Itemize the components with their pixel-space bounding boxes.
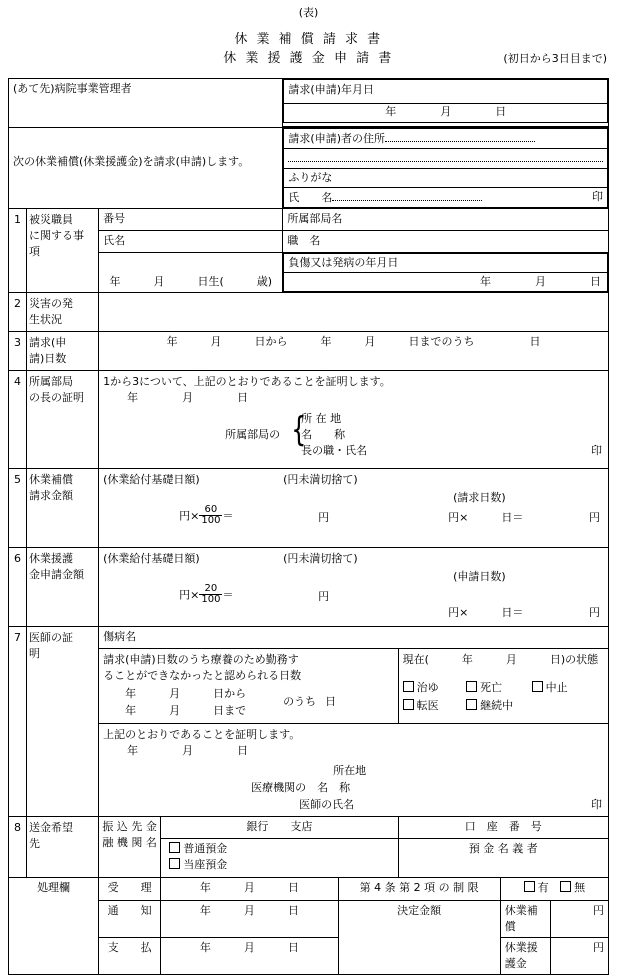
row-8 — [9, 817, 609, 839]
decision-row-unit-0[interactable]: 円 — [550, 901, 608, 938]
checkbox-icon[interactable] — [532, 681, 543, 692]
status-option-1[interactable]: 死亡 — [466, 680, 528, 696]
addressee-cell — [9, 79, 283, 128]
row5-yen2[interactable]: 円 — [589, 511, 600, 525]
row4-statement: 1から3について、上記のとおりであることを証明します。 — [103, 374, 391, 388]
row8-title — [27, 817, 99, 878]
restriction-label: 第 4 条 第 2 項 の 制 限 — [338, 878, 500, 901]
restriction-option-0[interactable]: 有 — [524, 881, 549, 894]
form-page — [0, 4, 617, 971]
row5-equals: ＝ — [222, 509, 234, 523]
row7-status-cell — [398, 649, 608, 724]
restriction-option-1[interactable]: 無 — [560, 881, 585, 894]
row7-doctor-label[interactable]: 医師の氏名 — [299, 798, 355, 812]
row2-no: 2 — [9, 292, 27, 331]
row5-no: 5 — [9, 469, 27, 548]
process-row-label-1: 通 知 — [99, 901, 161, 938]
process-row-date-0[interactable]: 年 月 日 — [161, 878, 338, 901]
row7-certify-date[interactable]: 年 月 日 — [127, 744, 249, 758]
row3-title — [27, 331, 99, 370]
row1-dept-label[interactable]: 所属部局名 — [283, 208, 609, 230]
row7-to[interactable]: 年 月 日まで — [125, 704, 247, 718]
row-7-certify — [9, 724, 609, 817]
form-title-line1: 休 業 補 償 請 求 書 — [234, 32, 383, 47]
row-request-statement — [9, 128, 609, 209]
row7-period-l1: 請求(申請)日数のうち療養のため勤務す — [103, 653, 299, 667]
row8-bank-label — [99, 817, 161, 878]
row6-equals: ＝ — [222, 588, 234, 602]
row5-frac-num: 60 — [199, 505, 222, 516]
main-form-table — [8, 78, 609, 975]
row5-frac-den: 100 — [201, 515, 221, 527]
row2-title-l2: 生状況 — [29, 312, 63, 326]
row7-days-unit[interactable]: 日 — [325, 695, 337, 709]
row-1-birth — [9, 252, 609, 292]
omote-label: (表) — [298, 6, 319, 19]
form-title-line2: 休 業 援 護 金 申 請 書 — [223, 51, 394, 66]
row7-certify-line: 上記のとおりであることを証明します。 — [103, 728, 301, 742]
row4-no: 4 — [9, 370, 27, 469]
row1-no: 1 — [9, 208, 27, 292]
row6-body — [99, 548, 609, 627]
row6-title-l1: 休業援護 — [29, 552, 74, 566]
row7-certify-cell — [99, 724, 609, 817]
row7-period-cell — [99, 649, 398, 724]
status-option-2[interactable]: 中止 — [532, 680, 568, 696]
row7-seal: 印 — [591, 798, 602, 812]
row-6 — [9, 548, 609, 627]
row4-date[interactable]: 年 月 日 — [127, 390, 249, 404]
row2-title-l1: 災害の発 — [29, 296, 74, 310]
row7-addr-label[interactable]: 所在地 — [333, 764, 367, 778]
row5-round-label: (円未満切捨て) — [283, 473, 358, 487]
row1-title-l3: 項 — [29, 244, 41, 258]
row6-days-label: (申請日数) — [453, 570, 506, 584]
row-5 — [9, 469, 609, 548]
requester-info-cell — [283, 128, 609, 209]
process-row-label-0: 受 理 — [99, 878, 161, 901]
row7-disease-label[interactable]: 傷病名 — [99, 627, 609, 649]
row7-title-l2: 明 — [29, 647, 41, 661]
request-date-value[interactable]: 年 月 日 — [284, 104, 608, 123]
row5-yen1[interactable]: 円 — [318, 511, 330, 525]
row-process-3 — [9, 938, 609, 975]
row5-title-l2: 請求金額 — [29, 489, 74, 503]
status-option-3[interactable]: 転医 — [403, 698, 463, 714]
checkbox-icon[interactable] — [403, 681, 414, 692]
row6-fraction — [199, 584, 222, 605]
row7-status-label: 現在( 年 月 日)の状態 — [402, 653, 599, 667]
checkbox-icon[interactable] — [466, 681, 477, 692]
checkbox-icon[interactable] — [524, 881, 535, 892]
row1-name-label[interactable]: 氏名 — [99, 230, 283, 252]
row4-title-l2: の長の証明 — [29, 390, 85, 404]
row5-mul-line[interactable]: 円× 日＝ — [448, 511, 524, 525]
row1-birth[interactable]: 年 月 日生( 歳) — [99, 252, 283, 292]
row4-of-label: 所属部局の — [225, 428, 281, 442]
row5-title — [27, 469, 99, 548]
row7-no: 7 — [9, 627, 27, 817]
row2-value[interactable] — [99, 292, 609, 331]
row4-title-l1: 所属部局 — [29, 374, 74, 388]
row8-account-holder[interactable]: 預 金 名 義 者 — [398, 839, 608, 878]
row7-period-l2: ることができなかったと認められる日数 — [103, 669, 302, 683]
decision-label: 決定金額 — [338, 901, 500, 975]
row5-title-l1: 休業補償 — [29, 473, 74, 487]
checkbox-icon[interactable] — [169, 842, 180, 853]
row-7-disease — [9, 627, 609, 649]
checkbox-icon[interactable] — [169, 858, 180, 869]
process-row-date-2[interactable]: 年 月 日 — [161, 938, 338, 975]
row4-body — [99, 370, 609, 469]
row2-title — [27, 292, 99, 331]
checkbox-icon[interactable] — [403, 699, 414, 710]
row8-bank-label-l2: 融 機 関 名 — [102, 836, 157, 850]
row4-item1[interactable]: 所 在 地 — [301, 412, 342, 426]
row7-from[interactable]: 年 月 日から — [125, 687, 247, 701]
row8-title-l2: 先 — [29, 837, 41, 851]
checkbox-icon[interactable] — [466, 699, 477, 710]
row6-yen1[interactable]: 円 — [318, 590, 330, 604]
row4-item2[interactable]: 名 称 — [301, 428, 346, 442]
request-statement: 次の休業補償(休業援護金)を請求(申請)します。 — [13, 155, 250, 168]
row1-title — [27, 208, 99, 292]
row7-title-l1: 医師の証 — [29, 631, 74, 645]
row7-nochi: のうち — [283, 695, 317, 709]
row8-no: 8 — [9, 817, 27, 878]
row6-mul-line[interactable]: 円× 日＝ — [448, 606, 524, 620]
process-row-label-2: 支 払 — [99, 938, 161, 975]
savings-option-1[interactable]: 当座預金 — [169, 857, 389, 873]
checkbox-icon[interactable] — [560, 881, 571, 892]
row6-base-label: (休業給付基礎日額) — [103, 552, 200, 566]
savings-option-0[interactable]: 普通預金 — [169, 841, 389, 857]
title-note: (初日から3日目まで) — [503, 52, 607, 65]
row-2 — [9, 292, 609, 331]
row7-title — [27, 627, 99, 817]
row4-seal: 印 — [591, 444, 602, 458]
status-option-0[interactable]: 治ゆ — [403, 680, 463, 696]
row1-title-l2: に関する事 — [29, 228, 85, 242]
addressee-label: (あて先)病院事業管理者 — [13, 82, 132, 95]
row-process-1 — [9, 878, 609, 901]
decision-row-label-0: 休業補償 — [500, 901, 550, 938]
title-block — [8, 30, 609, 74]
row-4 — [9, 370, 609, 469]
row6-title — [27, 548, 99, 627]
requester-name-label: 氏 名 — [288, 190, 333, 204]
row1-injury-label: 負傷又は発病の年月日 — [284, 253, 608, 272]
row-1-number — [9, 208, 609, 230]
decision-row-label-1: 休業援護金 — [500, 938, 550, 975]
row5-base-label: (休業給付基礎日額) — [103, 473, 200, 487]
row3-no: 3 — [9, 331, 27, 370]
request-date-cell — [283, 79, 609, 127]
row1-injury-date[interactable]: 年 月 日 — [284, 272, 608, 291]
row-addressee-1 — [9, 79, 609, 127]
row6-frac-den: 100 — [201, 594, 221, 606]
request-date-label: 請求(申請)年月日 — [284, 80, 608, 104]
status-option-4[interactable]: 継続中 — [466, 698, 513, 714]
row-1-name — [9, 230, 609, 252]
row3-title-l1: 請求(申 — [29, 335, 67, 349]
row8-savings-cell — [161, 839, 398, 878]
row1-number-label[interactable]: 番号 — [99, 208, 283, 230]
row8-bank-label-l1: 振 込 先 金 — [102, 820, 157, 834]
row7-org-label[interactable]: 医療機関の 名 称 — [251, 781, 351, 795]
request-statement-cell — [9, 128, 283, 209]
row-process-2 — [9, 901, 609, 938]
row1-injury-cell — [283, 252, 609, 292]
row-3 — [9, 331, 609, 370]
row8-bank-branch[interactable]: 銀行 支店 — [161, 817, 398, 839]
row-7-period — [9, 649, 609, 724]
decision-row-unit-1[interactable]: 円 — [550, 938, 608, 975]
row3-value[interactable]: 年 月 日から 年 月 日までのうち 日 — [99, 331, 609, 370]
row6-frac-num: 20 — [199, 584, 222, 595]
row1-title-l1: 被災職員 — [29, 212, 74, 226]
row5-body — [99, 469, 609, 548]
row6-round-label: (円未満切捨て) — [283, 552, 358, 566]
requester-seal: 印 — [592, 189, 603, 203]
row8-account-no[interactable]: 口 座 番 号 — [398, 817, 608, 839]
row6-formula-yen: 円× — [179, 588, 200, 602]
row5-formula-yen: 円× — [179, 509, 200, 523]
process-row-date-1[interactable]: 年 月 日 — [161, 901, 338, 938]
row1-post-label[interactable]: 職 名 — [283, 230, 609, 252]
row6-yen2[interactable]: 円 — [589, 606, 600, 620]
row4-title — [27, 370, 99, 469]
row8-title-l1: 送金希望 — [29, 821, 74, 835]
row4-item3[interactable]: 長の職・氏名 — [301, 444, 368, 458]
brace-icon: { — [291, 410, 307, 451]
row6-title-l2: 金申請金額 — [29, 568, 85, 582]
requester-address-label: 請求(申請)者の住所 — [288, 132, 386, 145]
row3-title-l2: 請)日数 — [29, 351, 67, 365]
row5-days-label: (請求日数) — [453, 491, 506, 505]
furigana-label: ふりがな — [284, 168, 608, 187]
restriction-options — [500, 878, 608, 901]
row6-no: 6 — [9, 548, 27, 627]
row5-fraction — [199, 505, 222, 526]
process-title: 処理欄 — [9, 878, 99, 975]
